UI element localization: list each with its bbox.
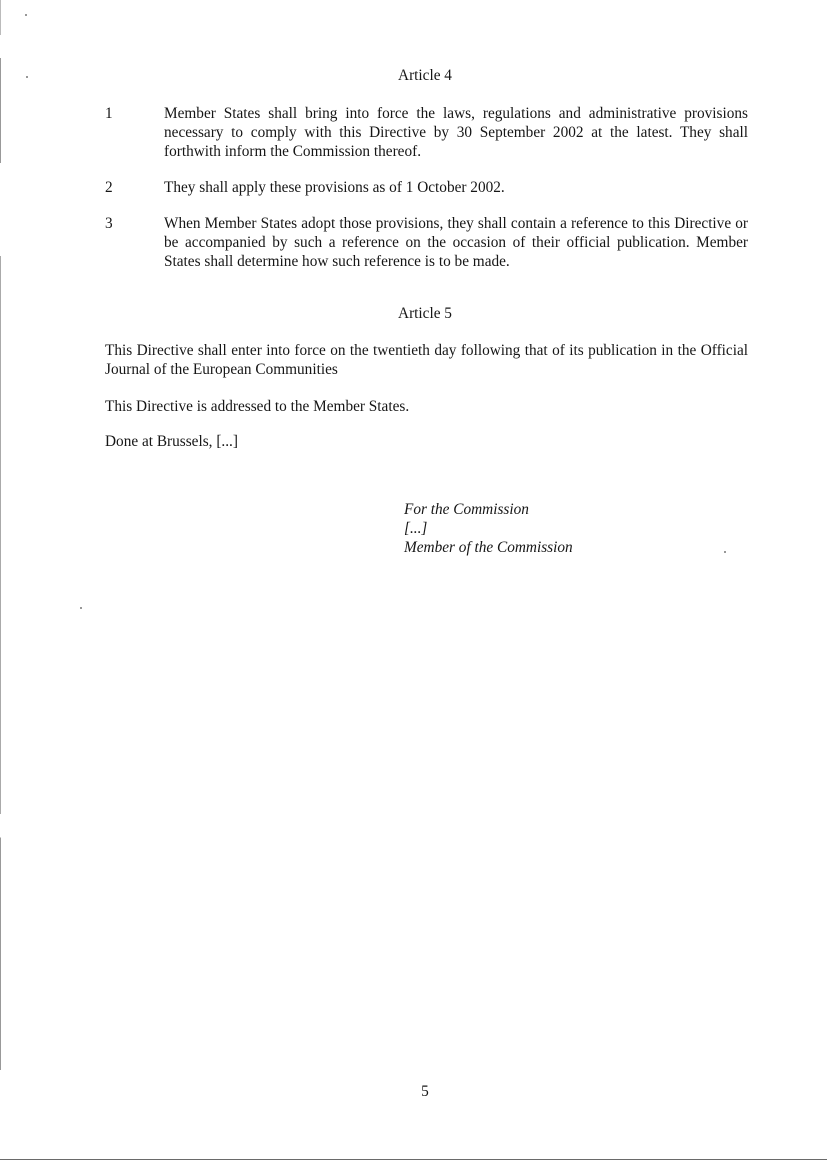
item-text: They shall apply these provisions as of 1 October 2002. xyxy=(164,179,505,196)
article-4-item xyxy=(105,104,748,161)
scan-speck xyxy=(25,14,27,16)
signature-placeholder: [...] xyxy=(404,520,428,537)
article-5-paragraph: This Directive shall enter into force on the twentieth day following that of its publication in the Official Journal of the European Communities xyxy=(105,342,748,378)
page-number: 5 xyxy=(421,1083,429,1100)
addressed-paragraph: This Directive is addressed to the Member States. xyxy=(105,398,410,415)
scan-speck xyxy=(724,551,726,553)
done-at-line: Done at Brussels, [...] xyxy=(105,433,238,450)
scan-speck xyxy=(80,607,82,609)
article-4-item xyxy=(105,178,748,197)
item-number: 2 xyxy=(105,179,113,196)
scan-left-edge xyxy=(0,0,1,1163)
article-4-item xyxy=(105,214,748,271)
signature-for-commission: For the Commission xyxy=(404,501,529,518)
item-text: Member States shall bring into force the laws, regulations and administrative provisions necessary to comply with this Directive by 30 September 2002 at the latest. They shall forthwith inform the Commission thereof. xyxy=(164,105,748,160)
item-text: When Member States adopt those provisions, they shall contain a reference to this Directive or be accompanied by such a reference on the occasion of their official publication. Member States shall determine how such reference is to be made. xyxy=(164,215,748,270)
item-number: 1 xyxy=(105,105,113,122)
article-4-heading: Article 4 xyxy=(398,67,452,84)
scan-bottom-edge xyxy=(0,1159,827,1160)
item-number: 3 xyxy=(105,215,113,232)
signature-member: Member of the Commission xyxy=(404,539,573,556)
article-5-heading: Article 5 xyxy=(398,305,452,322)
